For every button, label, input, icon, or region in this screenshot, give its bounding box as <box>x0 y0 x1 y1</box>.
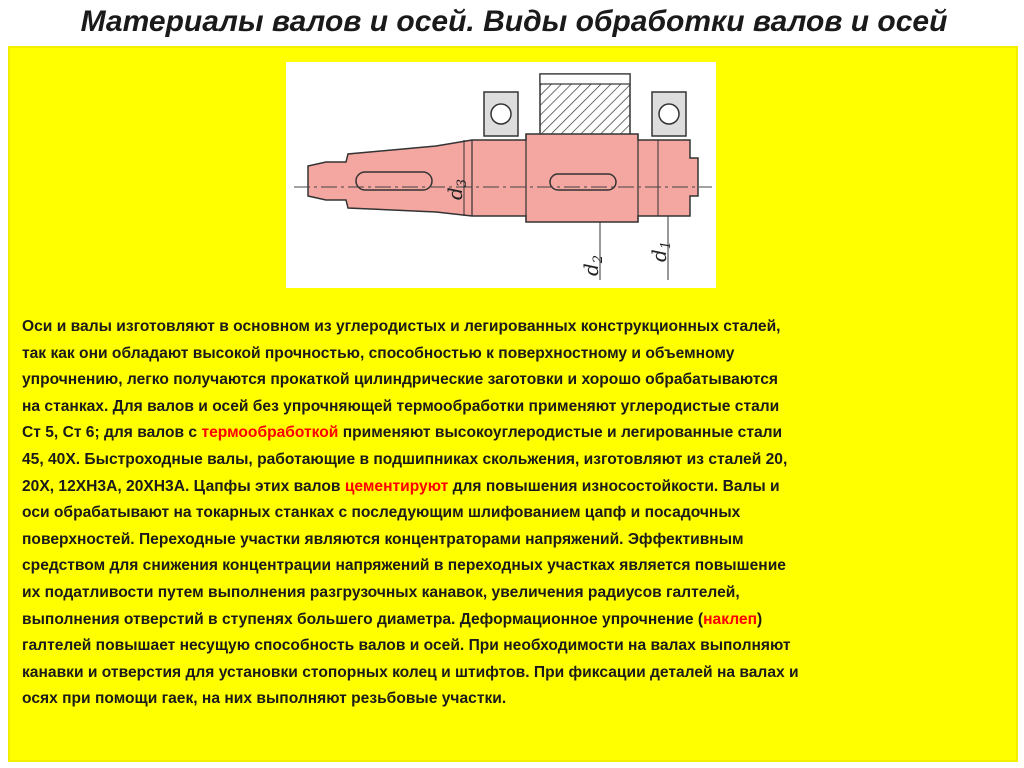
text-line: на станках. Для валов и осей без упрочняющей термообработки применяют углеродистые стали <box>22 397 780 415</box>
text-line: упрочнению, легко получаются прокаткой цилиндрические заготовки и хорошо обрабатываются <box>22 371 778 389</box>
text-segment: выполнения отверстий в ступенях большего диаметра. Деформационное упрочнение ( <box>22 610 704 628</box>
highlighted-term: термообработкой <box>201 424 339 442</box>
highlighted-term: цементируют <box>344 477 449 495</box>
text-line: осях при помощи гаек, на них выполняют резьбовые участки. <box>22 690 507 708</box>
text-line: галтелей повышает несущую способность валов и осей. При необходимости на валах выполняют <box>22 637 791 655</box>
text-line: Оси и валы изготовляют в основном из углеродистых и легированных конструкционных сталей, <box>22 318 781 335</box>
body-paragraph <box>22 314 1004 713</box>
keyway-right <box>550 174 616 190</box>
highlighted-term: наклеп <box>703 610 758 628</box>
text-segment: Ст 5, Ст 6; для валов с <box>22 424 202 442</box>
text-line <box>22 474 1004 501</box>
text-segment: для повышения износостойкости. Валы и <box>448 477 780 495</box>
text-segment: применяют высокоуглеродистые и легированные стали <box>338 424 783 442</box>
text-line: средством для снижения концентрации напряжений в переходных участках является повышение <box>22 557 786 575</box>
text-line: поверхностей. Переходные участки являются концентраторами напряжений. Эффективным <box>22 530 744 548</box>
label-d3: $d_3$ <box>443 178 470 200</box>
text-line: их податливости путем выполнения разгрузочных канавок, увеличения радиусов галтелей, <box>22 583 740 601</box>
slide-title: Материалы валов и осей. Виды обработки валов и осей <box>80 5 948 38</box>
shaft-diagram <box>286 62 716 288</box>
left-bearing <box>484 92 518 136</box>
text-line: оси обрабатывают на токарных станках с последующим шлифованием цапф и посадочных <box>22 504 741 522</box>
text-line: канавки и отверстия для установки стопорных колец и штифтов. При фиксации деталей на валах и <box>22 663 799 681</box>
label-d1: $d_1$ <box>647 240 674 262</box>
text-segment: ) <box>757 610 763 628</box>
text-segment: 20Х, 12ХН3А, 20ХН3А. Цапфы этих валов <box>22 477 345 495</box>
text-line: так как они обладают высокой прочностью, способностью к поверхностному и объемному <box>22 344 735 362</box>
text-line: 45, 40Х. Быстроходные валы, работающие в подшипниках скольжения, изготовляют из сталей 20, <box>22 450 788 468</box>
right-bearing <box>652 92 686 136</box>
keyway-left <box>356 172 432 190</box>
label-d2: $d_2$ <box>579 254 606 276</box>
text-line <box>22 607 1004 634</box>
text-line <box>22 420 1004 447</box>
